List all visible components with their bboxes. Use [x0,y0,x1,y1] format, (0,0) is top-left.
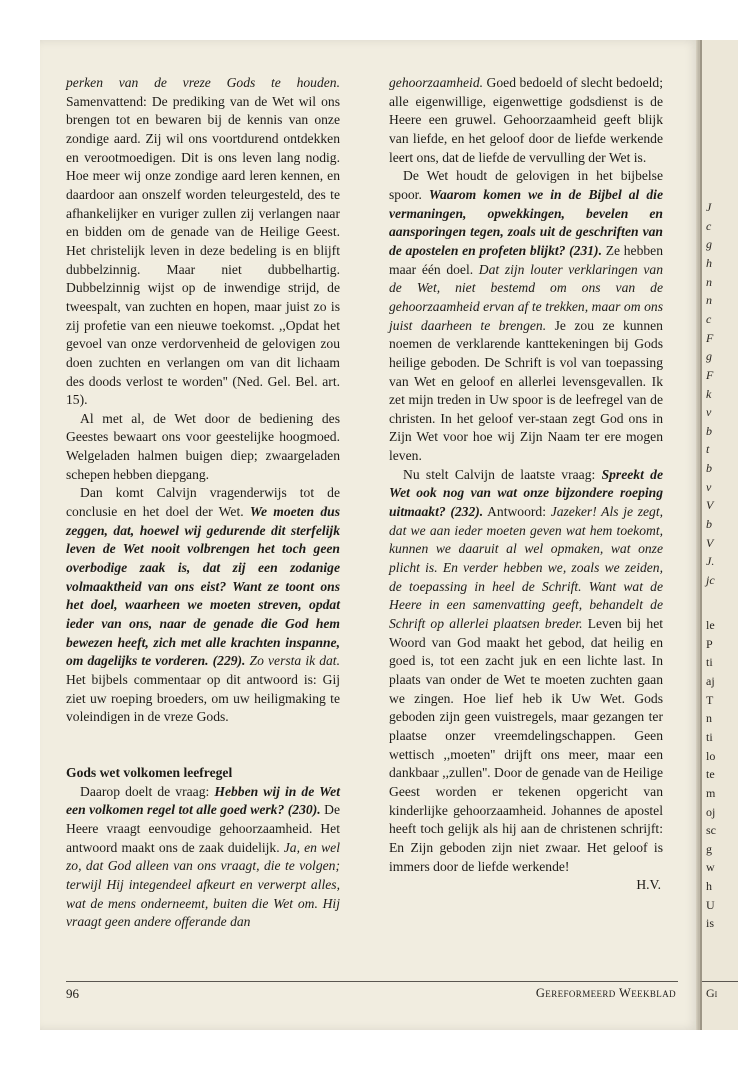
right-p3-end: Leven bij het Woord van God maakt het gebod, dat heilig en goed is, tot een zacht juk en een lichte last. In plaats van onder de Wet te moeten zuchten gaan we zingen. Hoe lief heb ik Uw Wet. Gods geboden zijn geen vuistregels, maar gezangen ter plaatse onzer vreemdelingschappen. Geen wettisch ,,moeten'' drijft ons meer, maar een dankbaar ,,zullen''. Door de genade van de Heilige Geest worden er tekenen opgericht van kinderlijke gehoorzaamheid. Johannes de apostel heeft toch gelijk als hij aan de christenen schrijft: En Zijn geboden zijn niet zwaar. Het geloof is immers door de liefde werkende! [389,616,663,874]
next-page-letter: v [706,479,712,494]
next-page-letter: F [706,367,714,382]
next-page-letter: b [706,517,712,532]
next-page-letter: oj [706,804,716,819]
right-p2-mid: Ze hebben maar één doel. [389,242,664,277]
left-paragraph-3 [66,484,340,727]
footer-rule [66,981,678,982]
left-column [66,74,340,932]
page-number: 96 [66,986,79,1001]
section-heading: Gods wet volkomen leefregel [66,764,233,780]
right-column [389,74,663,895]
next-page-letter: m [706,785,716,800]
left-p1-italic: perken van de vreze Gods te houden. [66,75,340,90]
next-page-letter: U [706,897,715,912]
left-p4-mid: De Heere vraagt eenvoudige gehoorzaamheid. Het antwoord maakt ons de zaak duidelijk. [66,802,341,855]
next-page-letter: n [706,711,712,726]
next-page-letter: sc [706,823,716,838]
next-page-letter: b [706,423,712,438]
right-paragraph-2 [389,167,663,466]
next-page-letter: v [706,405,712,420]
next-page-letter: le [706,618,715,632]
next-page-letter: V [706,498,714,513]
next-page-letter: F [706,330,714,345]
right-p1-text: Goed bedoeld of slecht bedoeld; alle eigenwillige, eigenwettige godsdienst is de Heere een gruwel. Gehoorzaamheid geeft blijk van liefde, en het geloof door de liefde werkende leert ons, dat de liefde de vervulling der Wet is. [389,75,663,165]
next-page-letter: g [706,349,712,364]
left-p1-text: Samenvattend: De prediking van de Wet wil ons brengen tot en bewaren bij de kennis van onze zondige aard. Zij wil ons voortdurend ontdekken en verootmoedigen. Dit is ons leven lang nodig. Hoe meer wij onze zondige aard leren kennen, en daardoor aan onszelf worden teleurgesteld, des te afhankelijker en vuriger zullen zij verlangen naar en bidden om de genade van de Heilige Geest. Het christelijk leven in deze bedeling is en blijft dubbelzinnig. Maar niet dubbelhartig. Dubbelzinnig wijst op de inwendige strijd, de tweespalt, van zuchten en hopen, maar juist zo is zij profetie van een nieuwe toekomst. ,,Opdat het gevoel van onze verdorvenheid de gelovigen zou doen zuchten en verlangen om van dit lichaam des doods verlost te worden'' (Ned. Gel. Bel. art. 15). [66,93,340,408]
next-page-letter: h [706,879,712,894]
right-p2-start: De Wet houdt de gelovigen in het bijbelse spoor. [389,168,663,202]
left-p3-question: We moeten dus zeggen, dat, hoewel wij gedurende dit sterfelijk leven de Wet nooit volbrengen het toch geen overbodige zaak is, dat zij een zodanige volmaaktheid van ons eist? Want ze toont ons het doel, waarheen we moeten streven, opdat ieder van ons, naar de genade die God hem bewezen heeft, zich met alle krachten inspanne, om dagelijks te vorderen. (229). [66,504,340,669]
next-page-letter: J. [706,554,715,569]
left-p3-start: Dan komt Calvijn vragenderwijs tot de conclusie en het doel der Wet. [66,485,340,520]
left-p4-start: Daarop doelt de vraag: [80,783,215,799]
next-page-letter: g [706,237,712,252]
left-paragraph-4 [66,783,340,932]
next-page-letter: lo [706,748,716,763]
left-paragraph-1 [66,74,340,410]
next-page-letter: P [706,636,713,651]
next-page-running-head: Gi [706,986,718,1000]
right-p2-question: Waarom komen we in de Bijbel al die vermaningen, opwekkingen, bevelen en aansporingen tegen, zoals uit de geschriften van de apostelen en profeten blijkt? (231). [389,186,663,258]
right-p2-end: Je zou ze kunnen noemen de verklarende kanttekeningen bij Gods heilige geboden. De Schrift is vol van toepassing van Wet en geloof en allerlei levensgevallen. Ik zet mijn treden in Uw spoor is de leefregel van de christen. In het geloof ver-staan zegt God ons in Zijn Wet voor hoe wij Zijn Naam ter ere mogen leven. [389,317,663,464]
next-page-letter: J [706,200,712,214]
running-head: Gereformeerd Weekblad [535,986,676,1000]
right-paragraph-3 [389,466,663,876]
right-paragraph-1 [389,74,663,167]
right-p1-italic: gehoorzaamheid. [389,75,484,90]
next-page-letter: ti [706,729,713,744]
next-page-letter: V [706,535,714,550]
next-page-edge [700,40,738,1030]
right-p3-question: Spreekt de Wet ook nog van wat onze bijzondere roeping uitmaakt? (232). [389,466,663,520]
next-page-letter: g [706,841,712,856]
next-page-letter: c [706,218,712,233]
left-paragraph-2: Al met al, de Wet door de bediening des Geestes bewaart ons voor geestelijke hoogmoed. Welgeladen halmen buigen diep; zwaargeladen schepen hebben diepgang. [66,410,340,482]
next-page-letter: t [706,442,710,457]
right-p2-answer: Dat zijn louter verklaringen van de Wet, niet bestemd om ons van de gehoorzaamheid ervan af te trekken, maar om ons juist daarheen te brengen. [389,261,663,333]
right-p3-answer: Jazeker! Als je zegt, dat we aan ieder moeten geven wat hem toekomt, kunnen we daaruit al wel opmaken, wat onze plicht is. En verder hebben we, zoals we zeiden, de toepassing in heel de Schrift. Want wat de Heere in een samenvatting geeft, behandelt de Schrift op allerlei plaatsen breder. [389,504,663,632]
left-p4-answer: Ja, en wel zo, dat God alleen van ons vraagt, die te volgen; terwijl Hij integendeel afkeurt en verwerpt alles, wat de mens onderneemt, buiten die Wet om. Hij vraagt geen andere offerande dan [66,839,340,930]
next-page-letter: n [706,274,712,289]
section-spacer [66,727,340,764]
next-page-letter: jc [706,573,715,587]
right-p3-mid: Antwoord: [483,504,551,520]
next-page-letter: c [706,311,712,326]
left-p3-answer: Zo versta ik dat. [245,653,340,669]
next-page-letter: w [706,860,715,875]
next-page-letter: is [706,916,715,931]
next-page-letter: te [706,767,715,782]
next-page-letter: k [706,386,712,401]
next-page-letter: h [706,255,712,270]
next-page-letter: T [706,692,714,707]
next-page-letter: aj [706,673,715,688]
next-page-letter: n [706,293,712,308]
author-signature: H.V. [636,877,661,893]
next-page-letter: ti [706,655,713,670]
left-p3-end: Het bijbels commentaar op dit antwoord is: Gij ziet uw roeping broeders, om uw heiligmaking te voleindigen in de vreze Gods. [66,672,340,725]
next-page-letter: b [706,461,712,476]
left-p4-question: Hebben wij in de Wet een volkomen regel tot alle goed werk? (230). [66,783,340,818]
right-p3-start: Nu stelt Calvijn de laatste vraag: [403,466,602,482]
next-page-footer-rule [702,981,738,982]
